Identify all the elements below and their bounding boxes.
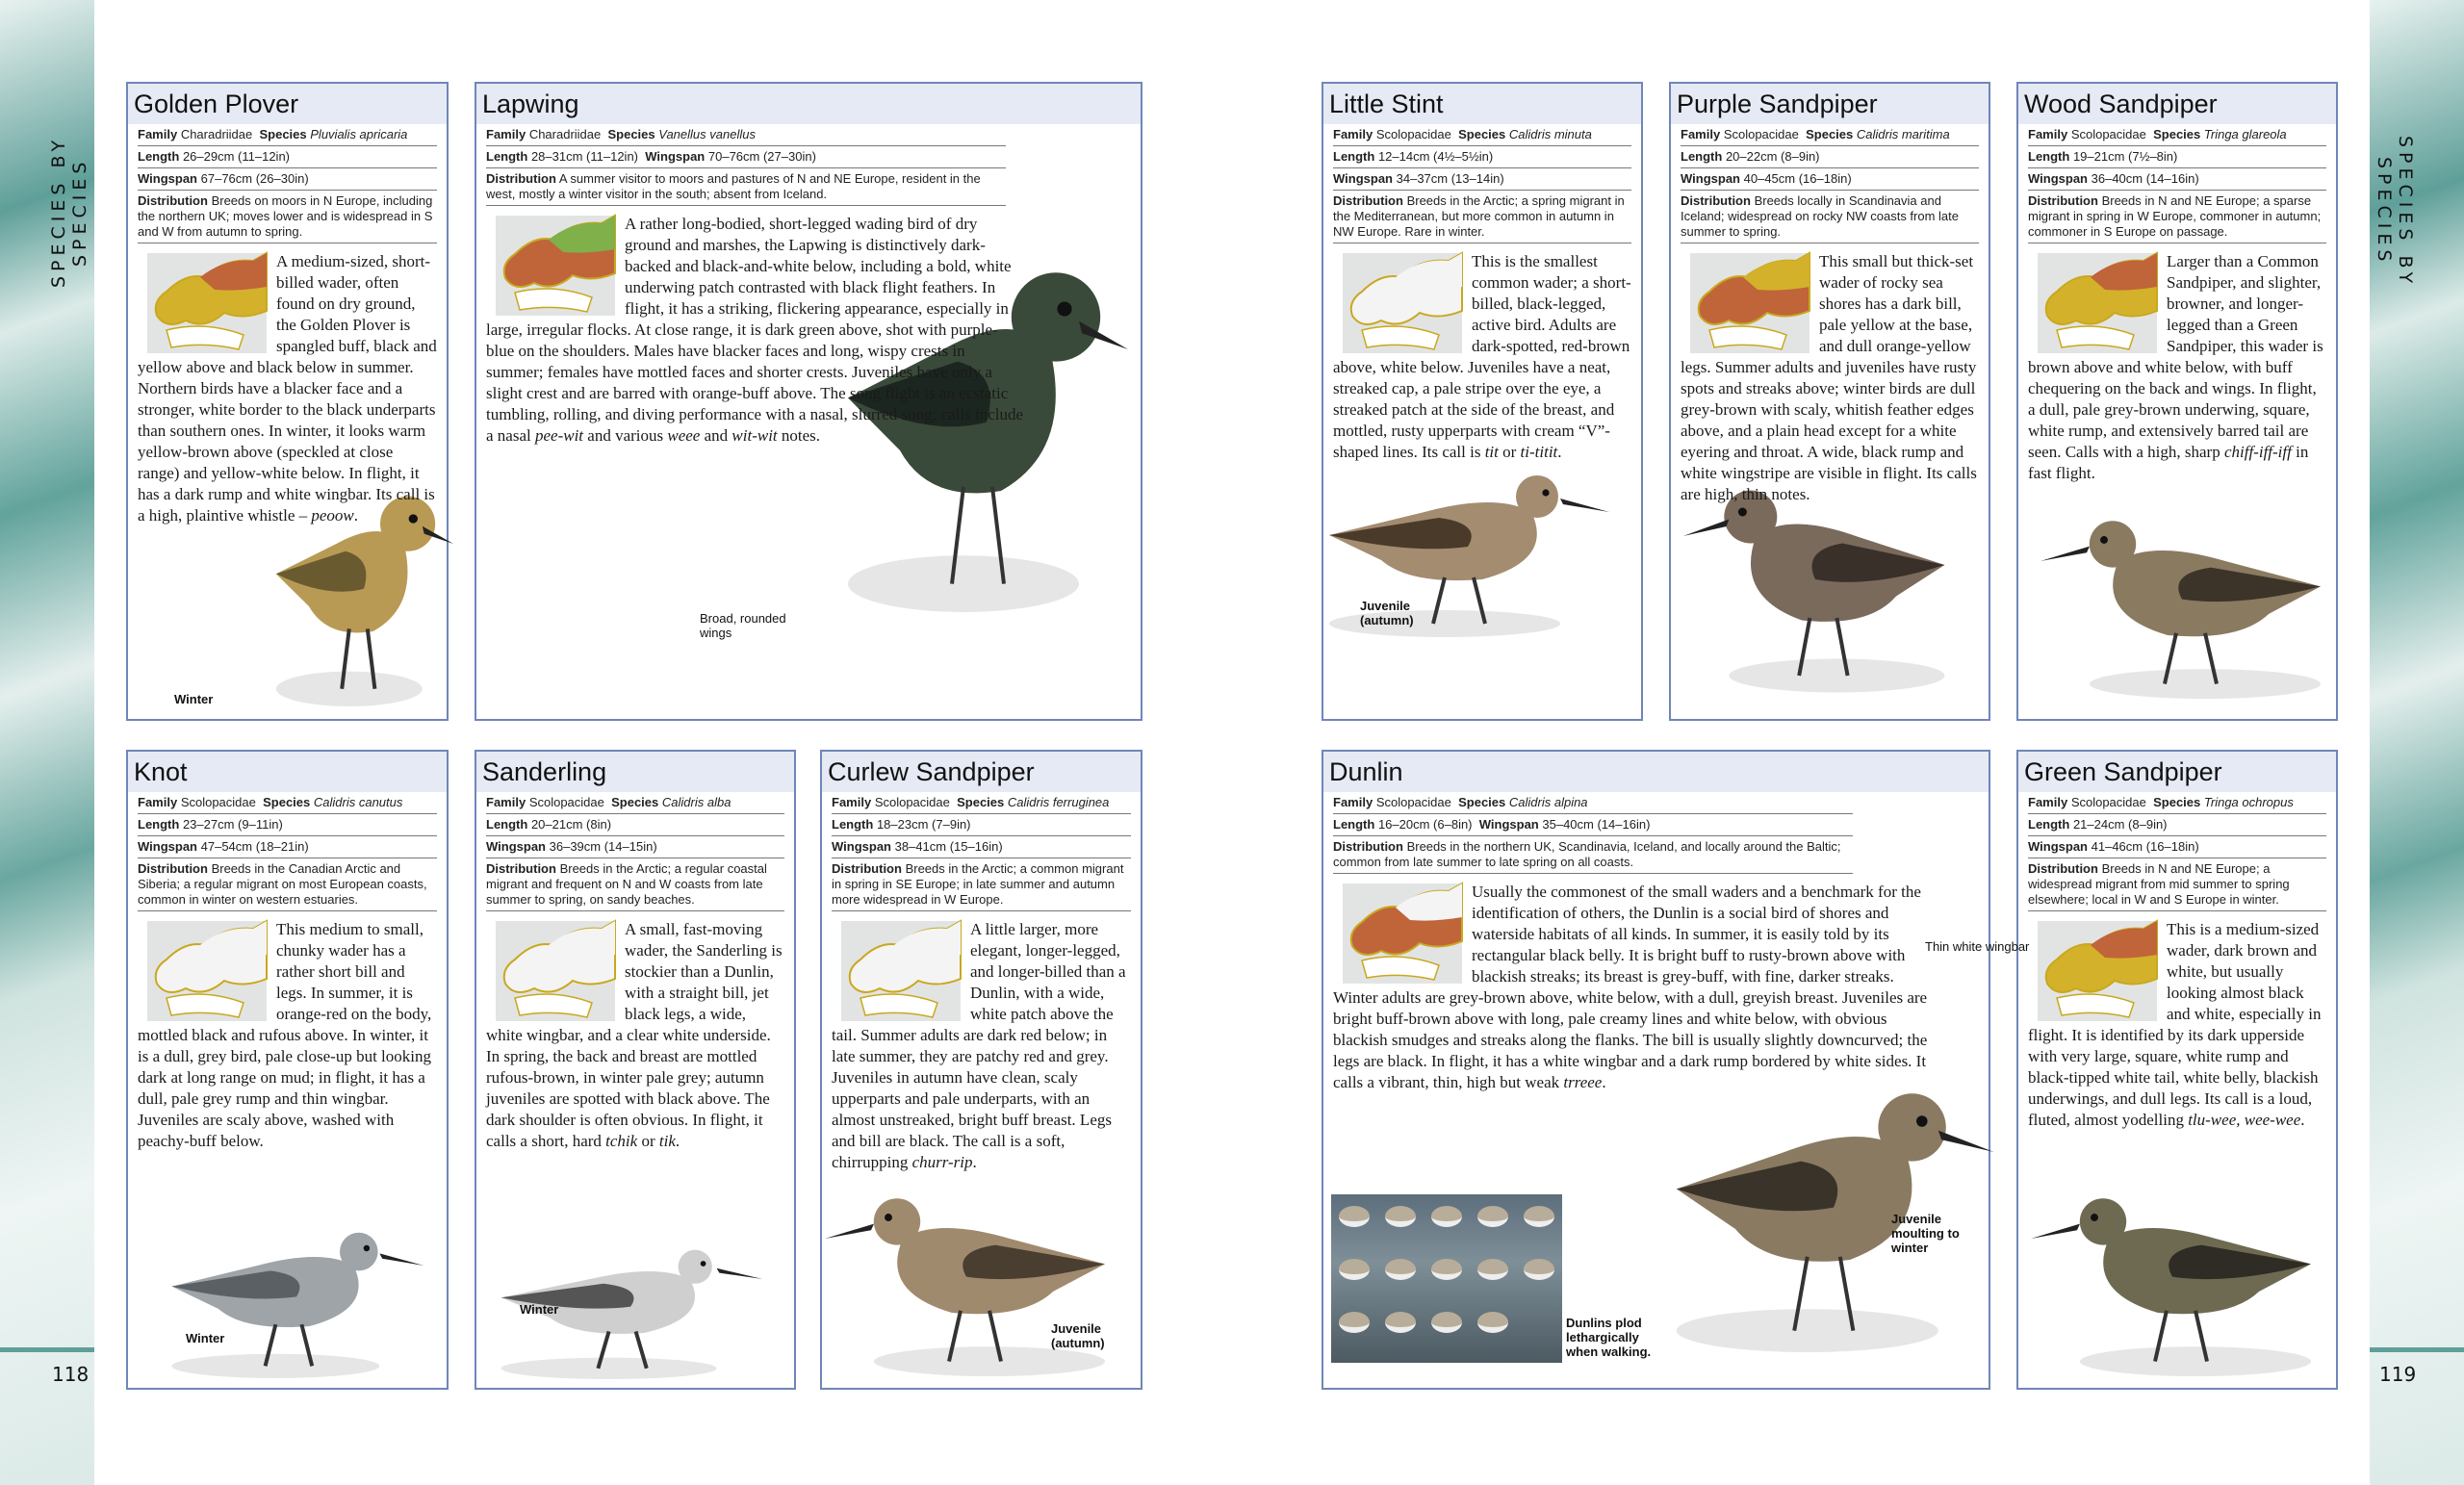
distribution-row xyxy=(1681,191,1979,243)
bird-illustration xyxy=(2028,1175,2317,1392)
description-text: A small, fast-moving wader, the Sanderling is stockier than a Dunlin, with a straight bill, jet black legs, a wide, white wingbar, and a clear white underside. In spring, the back and breast are mottled rufous-brown, in winter pale grey; autumn juveniles are spotted with black above. The dark shoulder is often obvious. In flight, it calls a short, hard xyxy=(486,920,783,1150)
wingspan-label: Wingspan xyxy=(486,839,546,854)
species-label: Species xyxy=(263,795,311,809)
family-label: Family xyxy=(1681,127,1721,141)
species-description xyxy=(2028,251,2326,484)
wingspan-value: 38–41cm (15–16in) xyxy=(894,839,1003,854)
distribution-value: Breeds in the Arctic; a common migrant in spring in SE Europe; in late summer and autumn more widespread in W Europe. xyxy=(832,861,1124,907)
distribution-value: Breeds in the Arctic; a regular coastal migrant and frequent on N and W coasts from late summer to spring, on sandy beaches. xyxy=(486,861,767,907)
length-value: 23–27cm (9–11in) xyxy=(182,817,283,832)
call-phrase: chiff-iff-iff xyxy=(2223,443,2292,461)
length-value: 16–20cm (6–8in) xyxy=(1377,817,1473,832)
length-label: Length xyxy=(1681,149,1723,164)
species-label: Species xyxy=(1458,127,1506,141)
page-number-left: 118 xyxy=(52,1363,90,1386)
description-text: in fast flight. xyxy=(2028,443,2309,482)
species-card xyxy=(1669,82,1990,721)
bird-illustration xyxy=(167,1214,426,1392)
taxonomy-row xyxy=(486,124,1006,146)
distribution-row xyxy=(2028,191,2326,243)
distribution-map xyxy=(496,216,615,316)
species-value: Pluvialis apricaria xyxy=(310,127,408,141)
distribution-map xyxy=(1343,883,1462,984)
divider xyxy=(2370,1347,2464,1352)
distribution-row xyxy=(486,858,784,911)
distribution-map xyxy=(1343,253,1462,353)
distribution-map xyxy=(2038,921,2157,1021)
species-value: Calidris alpina xyxy=(1508,795,1588,809)
wingspan-label: Wingspan xyxy=(1333,171,1393,186)
description-text: . xyxy=(2300,1111,2305,1129)
wingspan-label: Wingspan xyxy=(1681,171,1740,186)
species-label: Species xyxy=(2153,127,2201,141)
description-text: or xyxy=(637,1132,659,1150)
species-title: Purple Sandpiper xyxy=(1671,84,1989,124)
length-label: Length xyxy=(486,817,528,832)
description-text: and various xyxy=(583,426,668,445)
taxonomy-row xyxy=(2028,792,2326,814)
species-description xyxy=(486,214,1025,447)
species-value: Vanellus vanellus xyxy=(658,127,756,141)
wingspan-label: Wingspan xyxy=(1478,817,1539,832)
species-facts xyxy=(486,124,1006,206)
distribution-label: Distribution xyxy=(832,861,902,876)
distribution-map xyxy=(1690,253,1810,353)
wingspan-row xyxy=(2028,168,2326,191)
species-title: Curlew Sandpiper xyxy=(822,752,1141,792)
image-caption: Dunlins plod lethargically when walking. xyxy=(1566,1316,1652,1359)
species-value: Calidris minuta xyxy=(1508,127,1592,141)
image-caption: Juvenile (autumn) xyxy=(1360,599,1414,627)
family-label: Family xyxy=(138,127,178,141)
distribution-value: Breeds in the Arctic; a spring migrant in the Mediterranean, but more common in autumn in NW Europe. Rare in winter. xyxy=(1333,193,1625,239)
family-label: Family xyxy=(832,795,872,809)
bird-illustration xyxy=(2038,498,2326,714)
call-phrase: tchik xyxy=(605,1132,638,1150)
distribution-row xyxy=(138,191,437,243)
image-caption: Winter xyxy=(186,1331,225,1345)
species-facts xyxy=(1681,124,1979,243)
description-text: Usually the commonest of the small waders and a benchmark for the identification of others, the Dunlin is a social bird of shores and waterside habitats of all kinds. In summer, it is easily told by its rectangular black belly. It is bright buff to rusty-brown above with blackish streaks; its breast is grey-buff, with fine, darker streaks. Winter adults are grey-brown above, white below, with a dull, greyish breast. Juveniles are bright buff-brown above with long, pale creamy lines and white below, with obvious blackish smudges and streaks along the flanks. The bill is usually slightly downcurved; the legs are black. In flight, it has a white wingbar and a dark rump bordered by white sides. It calls a vibrant, thin, high but weak xyxy=(1333,883,1928,1091)
species-card xyxy=(126,82,449,721)
distribution-map xyxy=(496,921,615,1021)
call-phrase: ti-titit xyxy=(1520,443,1558,461)
species-facts xyxy=(138,792,437,911)
family-value: Scolopacidae xyxy=(2070,127,2146,141)
distribution-label: Distribution xyxy=(138,861,208,876)
family-value: Scolopacidae xyxy=(874,795,950,809)
species-facts xyxy=(2028,124,2326,243)
family-value: Scolopacidae xyxy=(1723,127,1799,141)
distribution-map xyxy=(841,921,961,1021)
species-title: Wood Sandpiper xyxy=(2018,84,2336,124)
species-description xyxy=(2028,919,2326,1131)
distribution-row xyxy=(138,858,437,911)
wingspan-value: 70–76cm (27–30in) xyxy=(707,149,816,164)
family-label: Family xyxy=(1333,127,1373,141)
species-facts xyxy=(2028,792,2326,911)
length-row xyxy=(1333,146,1631,168)
species-title: Lapwing xyxy=(476,84,1141,124)
length-value: 26–29cm (11–12in) xyxy=(182,149,291,164)
description-text: . xyxy=(1602,1073,1606,1091)
distribution-label: Distribution xyxy=(1333,839,1403,854)
taxonomy-row xyxy=(2028,124,2326,146)
wingspan-row xyxy=(138,168,437,191)
call-phrase: wit-wit xyxy=(732,426,778,445)
family-label: Family xyxy=(2028,127,2068,141)
image-caption: Winter xyxy=(520,1302,559,1317)
species-card xyxy=(475,750,796,1390)
divider xyxy=(0,1347,94,1352)
species-card xyxy=(2016,750,2338,1390)
wingspan-row xyxy=(832,836,1131,858)
length-value: 20–21cm (8in) xyxy=(530,817,612,832)
distribution-value: Breeds in N and NE Europe; a widespread migrant from mid summer to spring elsewhere; local in W and S Europe in winter. xyxy=(2028,861,2290,907)
wingspan-label: Wingspan xyxy=(138,171,197,186)
wingspan-label: Wingspan xyxy=(832,839,891,854)
description-text: . xyxy=(1557,443,1562,461)
length-value: 19–21cm (7½–8in) xyxy=(2072,149,2178,164)
left-page-edge xyxy=(0,0,94,1485)
size-row xyxy=(1333,814,1853,836)
wingspan-value: 67–76cm (26–30in) xyxy=(200,171,309,186)
distribution-label: Distribution xyxy=(486,171,556,186)
species-description xyxy=(138,251,437,526)
family-value: Scolopacidae xyxy=(2070,795,2146,809)
species-description xyxy=(1681,251,1979,505)
description-text: Larger than a Common Sandpiper, and slighter, browner, and longer-legged than a Green Sandpiper, this wader is brown above and white below, with buff chequering on the back and wings. In flight, a dull, pale grey-brown underwing, square, white rump, and extensively barred tail are seen. Calls with a high, sharp xyxy=(2028,252,2323,461)
wingspan-label: Wingspan xyxy=(2028,171,2088,186)
species-label: Species xyxy=(1458,795,1506,809)
species-label: Species xyxy=(1806,127,1854,141)
wingspan-row xyxy=(2028,836,2326,858)
length-label: Length xyxy=(1333,817,1375,832)
distribution-map xyxy=(2038,253,2157,353)
length-row xyxy=(2028,146,2326,168)
taxonomy-row xyxy=(1333,124,1631,146)
length-label: Length xyxy=(1333,149,1375,164)
length-value: 12–14cm (4½–5½in) xyxy=(1377,149,1494,164)
species-description xyxy=(486,919,784,1152)
flock-photo xyxy=(1331,1194,1562,1363)
distribution-map xyxy=(147,253,267,353)
length-label: Length xyxy=(2028,817,2070,832)
species-description xyxy=(1333,882,1930,1093)
description-text: A rather long-bodied, short-legged wading bird of dry ground and marshes, the Lapwing is distinctively dark-backed and black-and-white below, including a bold, white underwing patch contrasted with black flight feathers. In flight, it has a striking, flickering appearance, especially in large, irregular flocks. At close range, it is dark green above, shot with purple-blue on the shoulders. Males have blacker faces and long, wispy crests in summer; females have mottled faces and shorter crests. Juveniles have only a slight crest and are barred with orange-buff above. The song flight is an ecstatic tumbling, rolling, and diving performance with a nasal, slurred song; calls include a nasal xyxy=(486,215,1024,445)
species-card xyxy=(1322,750,2030,1390)
species-value: Calidris canutus xyxy=(313,795,403,809)
species-description xyxy=(1333,251,1631,463)
species-title: Sanderling xyxy=(476,752,794,792)
bird-illustration xyxy=(822,1175,1111,1392)
species-value: Tringa ochropus xyxy=(2203,795,2294,809)
species-label: Species xyxy=(607,127,655,141)
length-row xyxy=(832,814,1131,836)
right-page-edge xyxy=(2370,0,2464,1485)
wingspan-row xyxy=(486,836,784,858)
length-value: 20–22cm (8–9in) xyxy=(1725,149,1820,164)
distribution-value: Breeds in N and NE Europe; a sparse migrant in spring in W Europe, commoner in autumn; commoner in S Europe on passage. xyxy=(2028,193,2322,239)
species-label: Species xyxy=(2153,795,2201,809)
image-caption: Winter xyxy=(174,692,214,706)
species-facts xyxy=(1333,792,1853,874)
image-caption: Juvenile moulting to winter xyxy=(1891,1212,1960,1255)
taxonomy-row xyxy=(1333,792,1853,814)
description-text: or xyxy=(1498,443,1521,461)
wingspan-label: Wingspan xyxy=(138,839,197,854)
distribution-value: Breeds on moors in N Europe, including the northern UK; moves lower and is widespread in S and W from autumn to spring. xyxy=(138,193,433,239)
family-label: Family xyxy=(138,795,178,809)
taxonomy-row xyxy=(832,792,1131,814)
description-text: . xyxy=(972,1153,977,1171)
species-title: Dunlin xyxy=(1323,752,1989,792)
length-row xyxy=(2028,814,2326,836)
length-label: Length xyxy=(138,817,180,832)
wingspan-label: Wingspan xyxy=(645,149,706,164)
distribution-value: Breeds locally in Scandinavia and Iceland; widespread on rocky NW coasts from late summer to spring. xyxy=(1681,193,1960,239)
species-facts xyxy=(486,792,784,911)
species-label: Species xyxy=(611,795,659,809)
length-row xyxy=(138,146,437,168)
length-label: Length xyxy=(832,817,874,832)
description-text: A medium-sized, short-billed wader, often found on dry ground, the Golden Plover is spangled buff, black and yellow above and black below in summer. Northern birds have a blacker face and a stronger, white border to the black underparts than southern ones. In winter, it looks warm yellow-brown above (speckled at close range) and yellow-white below. In flight, it has a dark rump and white wingbar. Its call is a high, plaintive whistle – xyxy=(138,252,437,525)
wingspan-value: 34–37cm (13–14in) xyxy=(1396,171,1504,186)
call-phrase: trreee xyxy=(1563,1073,1603,1091)
family-label: Family xyxy=(486,795,526,809)
image-caption: Thin white wingbar xyxy=(1925,939,2030,954)
description-text: This small but thick-set wader of rocky sea shores has a dark bill, pale yellow at the base, and dull orange-yellow legs. Summer adults and juveniles have rusty spots and streaks above; winter birds are dull grey-brown with scaly, whitish feather edges above, and a plain head except for a white eyering and throat. A wide, black rump and white wingstripe are visible in flight. Its calls are high, thin notes. xyxy=(1681,252,1977,503)
family-value: Scolopacidae xyxy=(1375,127,1451,141)
species-value: Tringa glareola xyxy=(2203,127,2287,141)
call-phrase: peoow xyxy=(311,506,354,525)
wingspan-value: 41–46cm (16–18in) xyxy=(2091,839,2199,854)
species-value: Calidris ferruginea xyxy=(1007,795,1110,809)
species-description xyxy=(832,919,1131,1173)
distribution-row xyxy=(486,168,1006,206)
distribution-row xyxy=(2028,858,2326,911)
size-row xyxy=(486,146,1006,168)
distribution-label: Distribution xyxy=(2028,861,2098,876)
distribution-row xyxy=(1333,191,1631,243)
wingspan-value: 36–40cm (14–16in) xyxy=(2091,171,2199,186)
family-label: Family xyxy=(1333,795,1373,809)
length-value: 28–31cm (11–12in) xyxy=(530,149,639,164)
distribution-label: Distribution xyxy=(1681,193,1751,208)
call-phrase: pee-wit xyxy=(534,426,584,445)
taxonomy-row xyxy=(138,792,437,814)
family-value: Scolopacidae xyxy=(528,795,604,809)
call-phrase: churr-rip xyxy=(911,1153,973,1171)
distribution-value: Breeds in the northern UK, Scandinavia, Iceland, and locally around the Baltic; common from late summer to late spring on all coasts. xyxy=(1333,839,1841,869)
call-phrase: weee xyxy=(667,426,701,445)
species-card xyxy=(1322,82,1643,721)
call-phrase: tik xyxy=(658,1132,676,1150)
distribution-value: Breeds in the Canadian Arctic and Siberia; a regular migrant on most European coasts, common in winter on western estuaries. xyxy=(138,861,427,907)
distribution-map xyxy=(147,921,267,1021)
species-title: Green Sandpiper xyxy=(2018,752,2336,792)
length-label: Length xyxy=(486,149,528,164)
length-value: 18–23cm (7–9in) xyxy=(876,817,971,832)
wingspan-row xyxy=(138,836,437,858)
species-value: Calidris alba xyxy=(661,795,732,809)
distribution-label: Distribution xyxy=(138,193,208,208)
species-title: Little Stint xyxy=(1323,84,1641,124)
species-card xyxy=(2016,82,2338,721)
distribution-value: A summer visitor to moors and pastures of N and NE Europe, resident in the west, mostly a winter visitor in the south; absent from Iceland. xyxy=(486,171,981,201)
distribution-label: Distribution xyxy=(1333,193,1403,208)
species-description xyxy=(138,919,437,1152)
taxonomy-row xyxy=(138,124,437,146)
length-row xyxy=(138,814,437,836)
family-value: Scolopacidae xyxy=(1375,795,1451,809)
section-title: SPECIES BY SPECIES xyxy=(48,135,90,289)
species-label: Species xyxy=(957,795,1005,809)
family-value: Scolopacidae xyxy=(180,795,256,809)
species-facts xyxy=(1333,124,1631,243)
length-row xyxy=(1681,146,1979,168)
image-caption: Broad, rounded wings xyxy=(700,611,786,640)
species-card xyxy=(126,750,449,1390)
call-phrase: tit xyxy=(1484,443,1499,461)
family-label: Family xyxy=(486,127,526,141)
wingspan-value: 36–39cm (14–15in) xyxy=(549,839,657,854)
wingspan-value: 35–40cm (14–16in) xyxy=(1542,817,1651,832)
length-row xyxy=(486,814,784,836)
description-text: This is a medium-sized wader, dark brown and white, but usually looking almost black and white, especially in flight. It is identified by its dark upperside with very large, square, white rump and black-tipped white tail, white belly, blackish underwings, and dull legs. Its call is a loud, fluted, almost yodelling xyxy=(2028,920,2322,1129)
length-value: 21–24cm (8–9in) xyxy=(2072,817,2168,832)
description-text: notes. xyxy=(777,426,821,445)
wingspan-row xyxy=(1681,168,1979,191)
family-value: Charadriidae xyxy=(528,127,602,141)
family-label: Family xyxy=(2028,795,2068,809)
description-text: . xyxy=(353,506,358,525)
wingspan-value: 40–45cm (16–18in) xyxy=(1743,171,1852,186)
taxonomy-row xyxy=(1681,124,1979,146)
wingspan-row xyxy=(1333,168,1631,191)
distribution-row xyxy=(832,858,1131,911)
description-text: This medium to small, chunky wader has a rather short bill and legs. In summer, it is orange-red on the body, mottled black and rufous above. In winter, it is a dull, grey bird, pale close-up but looking dark at long range on mud; in flight, it has a dull, pale grey rump and thin wingbar. Juveniles are scaly above, washed with peachy-buff below. xyxy=(138,920,432,1150)
description-text: . xyxy=(675,1132,680,1150)
species-facts xyxy=(138,124,437,243)
page-number-right: 119 xyxy=(2379,1363,2417,1386)
distribution-label: Distribution xyxy=(486,861,556,876)
species-label: Species xyxy=(259,127,307,141)
length-label: Length xyxy=(2028,149,2070,164)
description-text: This is the smallest common wader; a short-billed, black-legged, active bird. Adults are dark-spotted, red-brown above, white below. Juveniles have a neat, streaked cap, a pale stripe over the eye, a streaked patch at the side of the breast, and mottled, rusty upperparts with cream “V”-shaped lines. Its call is xyxy=(1333,252,1631,461)
description-text: A little larger, more elegant, longer-legged, and longer-billed than a Dunlin, with a wide, white patch above the tail. Summer adults are dark red below; in late summer, they are patchy red and grey. Juveniles in autumn have clean, scaly upperparts and pale underparts, with an almost unstreaked, bright buff breast. Legs and bill are black. The call is a soft, chirrupping xyxy=(832,920,1126,1171)
call-phrase: tlu-wee, wee-wee xyxy=(2188,1111,2301,1129)
species-title: Golden Plover xyxy=(128,84,447,124)
distribution-row xyxy=(1333,836,1853,874)
description-text: and xyxy=(700,426,732,445)
species-facts xyxy=(832,792,1131,911)
species-card xyxy=(820,750,1142,1390)
taxonomy-row xyxy=(486,792,784,814)
length-label: Length xyxy=(138,149,180,164)
section-title: SPECIES BY SPECIES xyxy=(2374,135,2416,289)
image-caption: Juvenile (autumn) xyxy=(1051,1321,1105,1350)
wingspan-value: 47–54cm (18–21in) xyxy=(200,839,309,854)
family-value: Charadriidae xyxy=(180,127,253,141)
species-title: Knot xyxy=(128,752,447,792)
distribution-label: Distribution xyxy=(2028,193,2098,208)
species-card xyxy=(475,82,1142,721)
wingspan-label: Wingspan xyxy=(2028,839,2088,854)
species-value: Calidris maritima xyxy=(1856,127,1950,141)
